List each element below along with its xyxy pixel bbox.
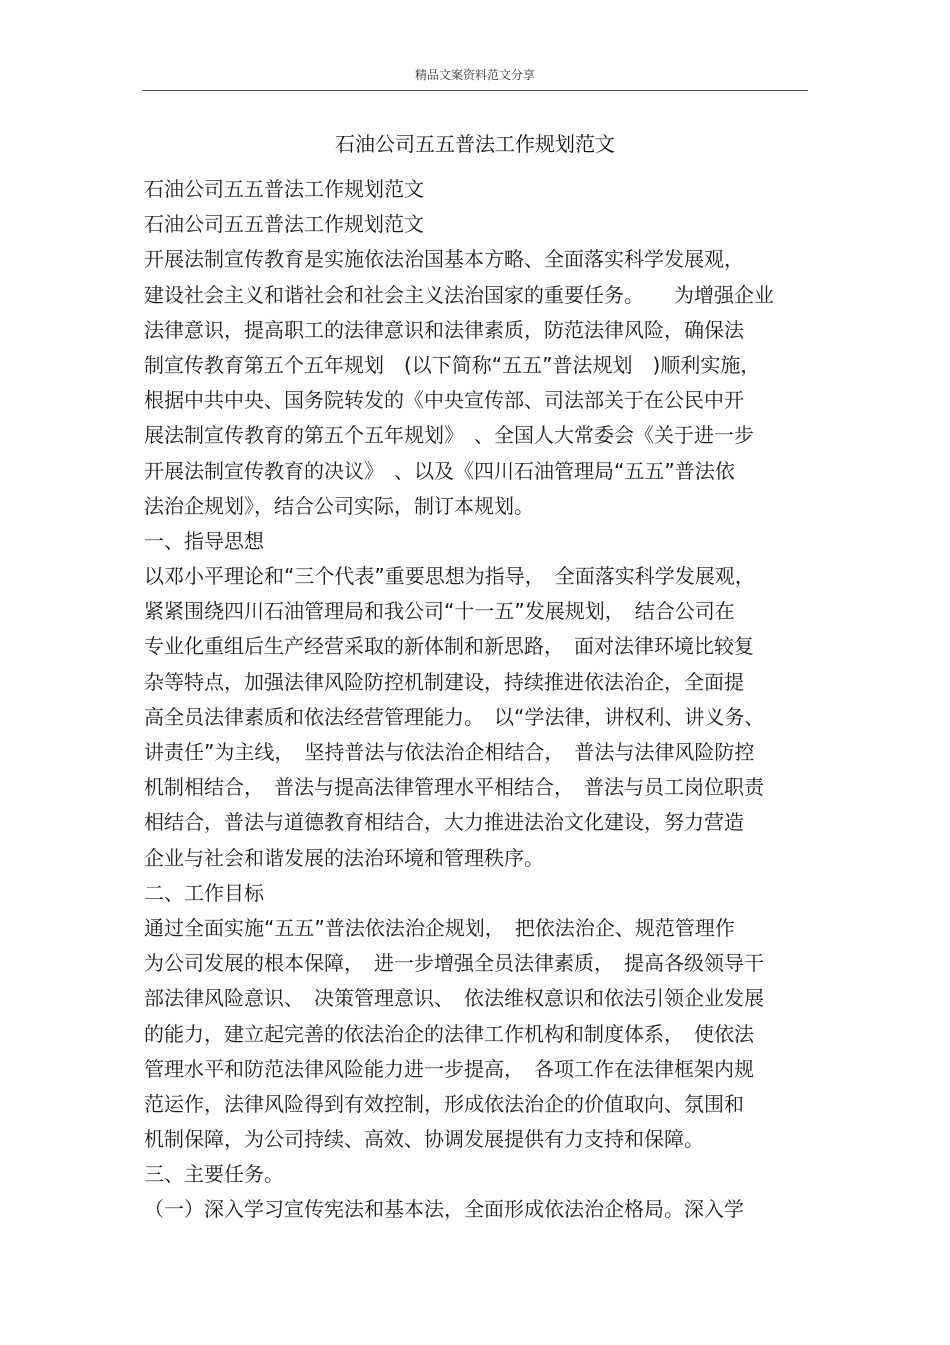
document-title: 石油公司五五普法工作规划范文 (335, 132, 615, 156)
body-line: 通过全面实施“五五”普法依法治企规划， 把依法治企、规范管理作 (144, 915, 735, 940)
body-line: 建设社会主义和谐社会和社会主义法治国家的重要任务。 为增强企业 (144, 282, 774, 307)
body-line: 法律意识，提高职工的法律意识和法律素质，防范法律风险，确保法 (144, 317, 744, 342)
running-header: 精品文案资料范文分享 (414, 68, 535, 82)
body-line: 杂等特点，加强法律风险防控机制建设，持续推进依法治企，全面提 (144, 669, 744, 694)
document-body (144, 172, 812, 1228)
body-line: 三、主要任务。 (144, 1162, 284, 1187)
body-line: 一、指导思想 (144, 528, 264, 553)
body-line: 管理水平和防范法律风险能力进一步提高， 各项工作在法律框架内规 (144, 1056, 754, 1081)
body-line: 机制保障，为公司持续、高效、协调发展提供有力支持和保障。 (144, 1127, 704, 1152)
body-line: 以邓小平理论和“三个代表”重要思想为指导， 全面落实科学发展观， (144, 564, 755, 589)
body-line: 二、工作目标 (144, 880, 264, 905)
header-divider (142, 90, 808, 91)
body-line: 相结合，普法与道德教育相结合，大力推进法治文化建设，努力营造 (144, 810, 744, 835)
body-line: 为公司发展的根本保障， 进一步增强全员法律素质， 提高各级领导干 (144, 951, 764, 976)
body-line: 展法制宣传教育的第五个五年规划》 、全国人大常委会《关于进一步 (144, 423, 754, 448)
body-line: 石油公司五五普法工作规划范文 (144, 212, 424, 237)
body-line: 根据中共中央、国务院转发的《中央宣传部、司法部关于在公民中开 (144, 388, 744, 413)
body-line: （一）深入学习宣传宪法和基本法，全面形成依法治企格局。深入学 (144, 1197, 744, 1222)
body-line: 的能力，建立起完善的依法治企的法律工作机构和制度体系， 使依法 (144, 1021, 754, 1046)
body-line: 范运作，法律风险得到有效控制，形成依法治企的价值取向、氛围和 (144, 1091, 744, 1116)
body-line: 制宣传教育第五个五年规划 (以下简称“五五”普法规划 )顺利实施， (144, 352, 761, 377)
body-line: 开展法制宣传教育的决议》 、以及《四川石油管理局“五五”普法依 (144, 458, 735, 483)
body-line: 讲责任”为主线， 坚持普法与依法治企相结合， 普法与法律风险防控 (144, 740, 755, 764)
body-line: 部法律风险意识、 决策管理意识、 依法维权意识和依法引领企业发展 (144, 986, 764, 1011)
body-line: 机制相结合， 普法与提高法律管理水平相结合， 普法与员工岗位职责 (144, 775, 764, 800)
body-line: 法治企规划》，结合公司实际，制订本规划。 (144, 493, 534, 518)
body-line: 高全员法律素质和依法经营管理能力。 以“学法律，讲权利、讲义务、 (144, 704, 765, 729)
body-line: 专业化重组后生产经营采取的新体制和新思路， 面对法律环境比较复 (144, 634, 754, 659)
body-line: 企业与社会和谐发展的法治环境和管理秩序。 (144, 845, 544, 870)
body-line: 石油公司五五普法工作规划范文 (144, 177, 424, 201)
body-line: 紧紧围绕四川石油管理局和我公司“十一五”发展规划， 结合公司在 (144, 599, 735, 624)
body-line: 开展法制宣传教育是实施依法治国基本方略、全面落实科学发展观， (144, 247, 744, 272)
